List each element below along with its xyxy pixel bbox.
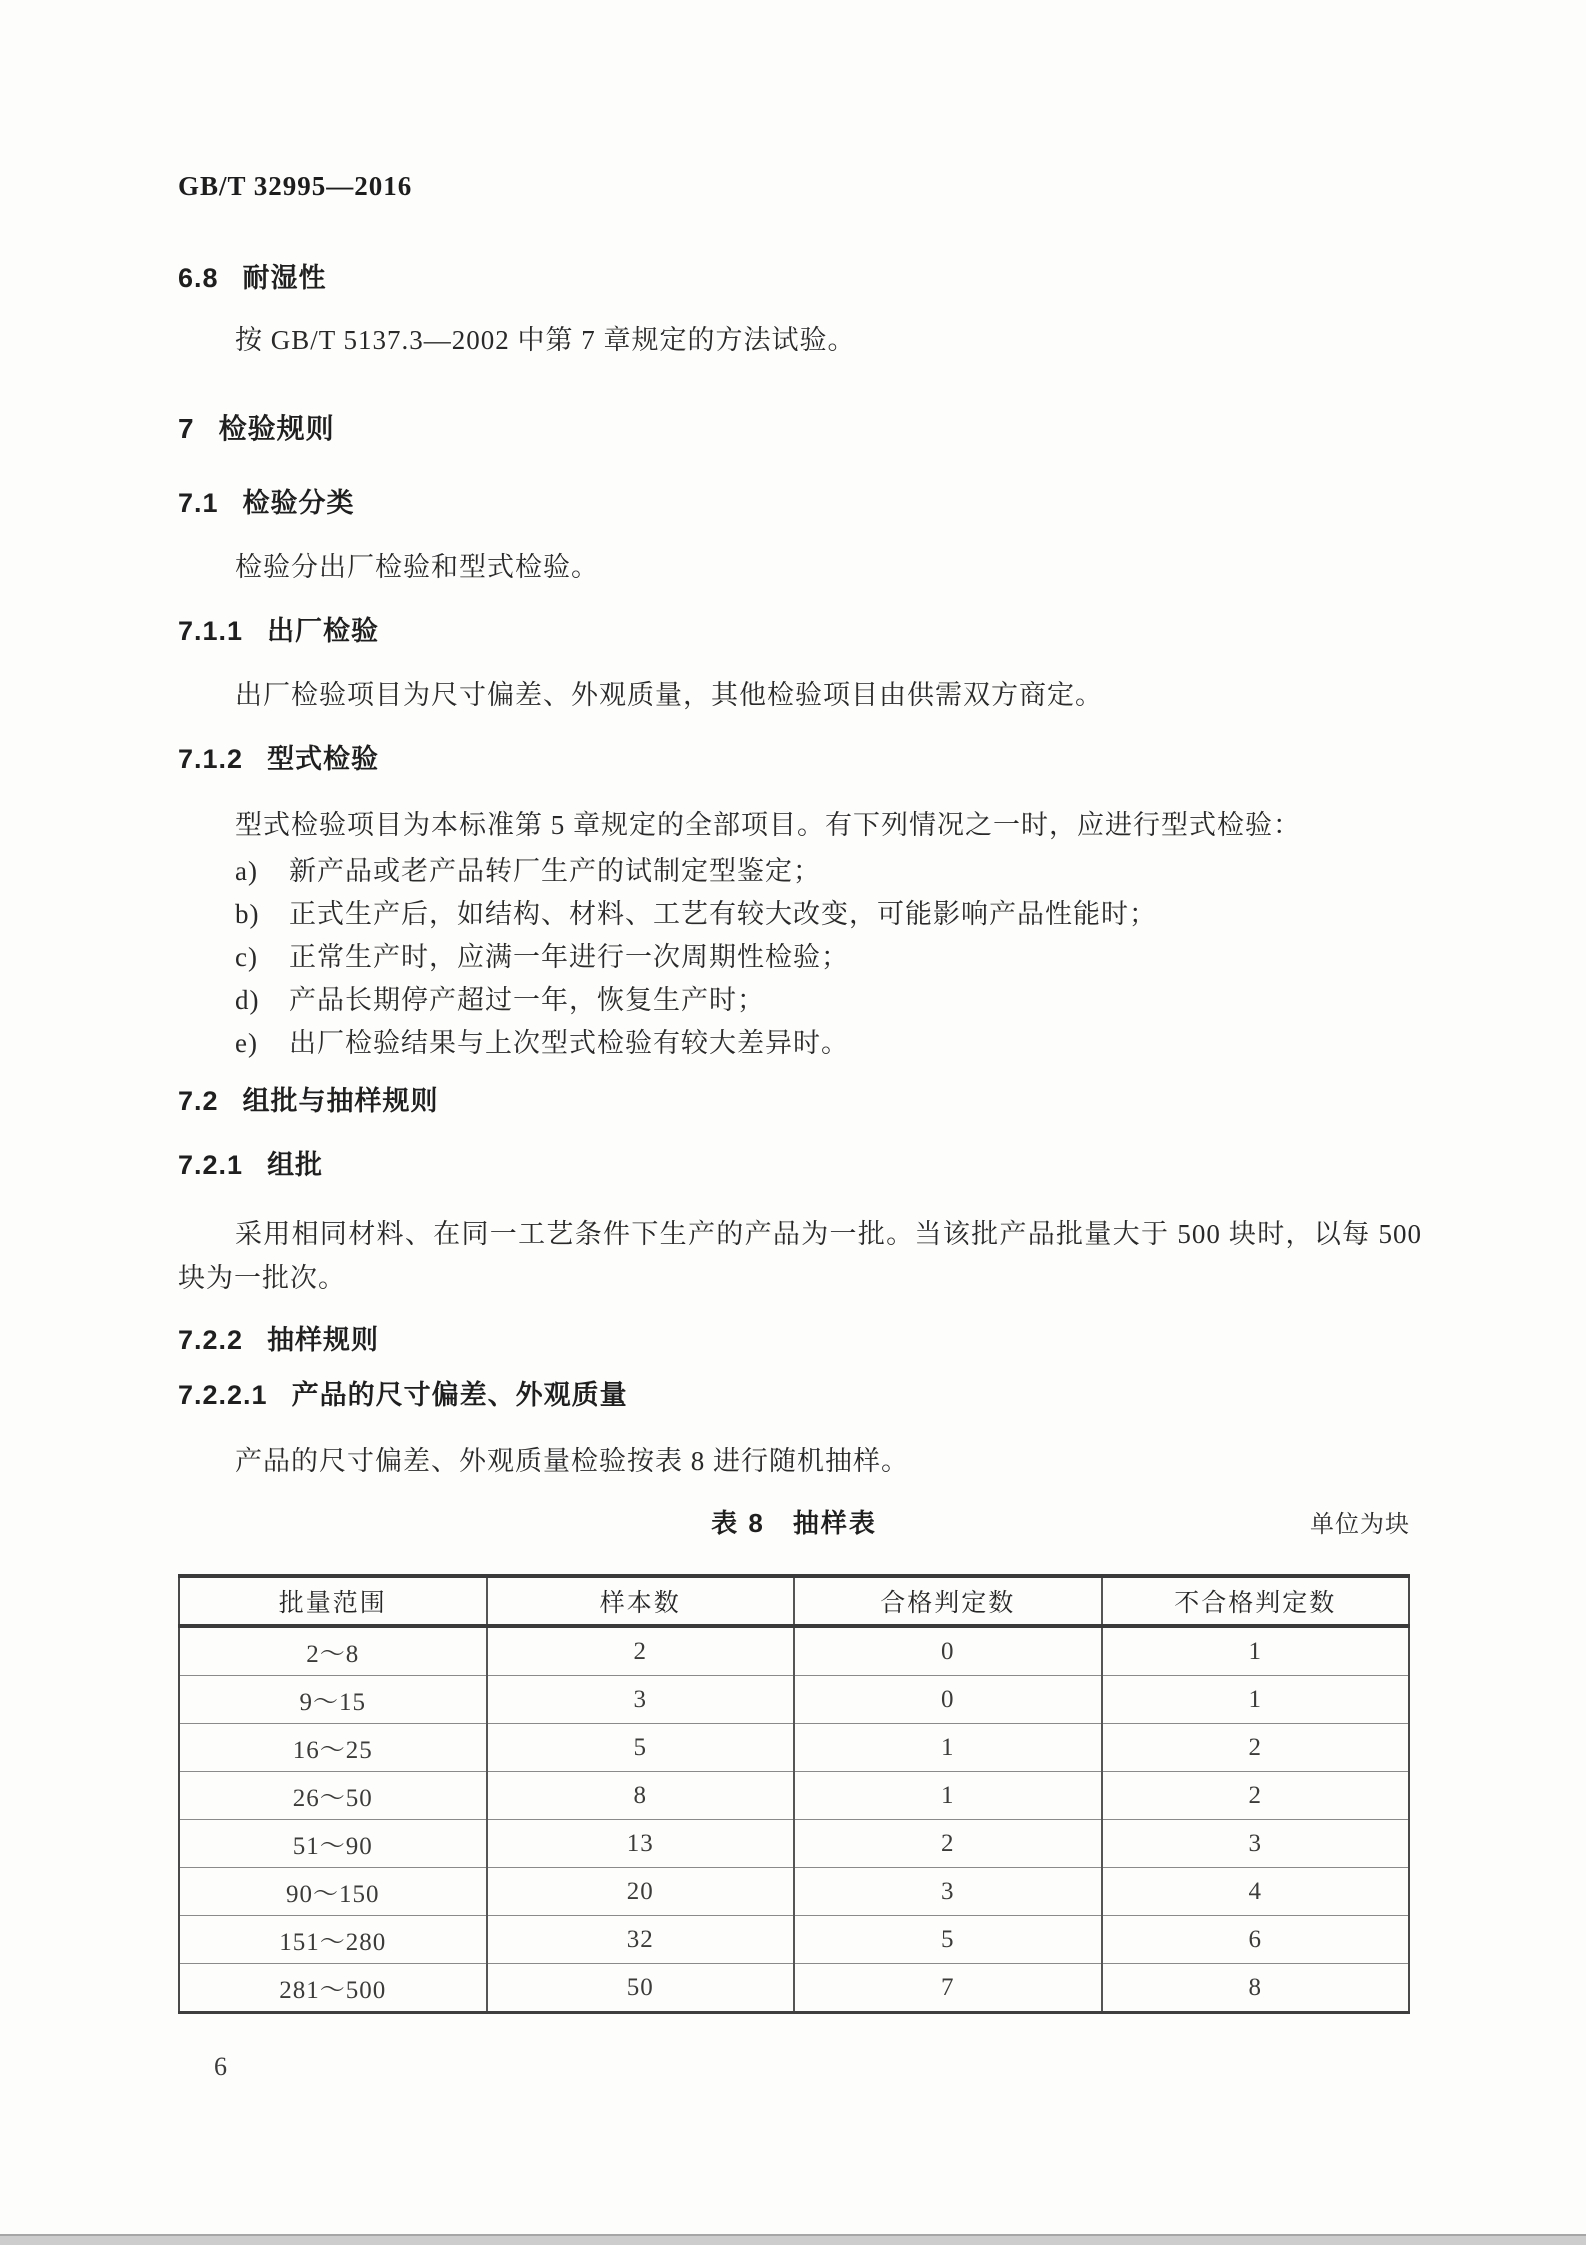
heading-title: 检验规则 [218,413,335,444]
table-cell: 1 [1102,1626,1410,1676]
condition-item [235,987,1157,1030]
table-cell: 16～25 [179,1724,487,1772]
table-cell: 5 [487,1724,795,1772]
paragraph-7-2-2-1: 产品的尺寸偏差、外观质量检验按表 8 进行随机抽样。 [235,1446,909,1476]
table-row [179,1916,1409,1964]
table-cell: 3 [487,1676,795,1724]
table-cell: 50 [487,1964,795,2013]
condition-item [235,901,1157,944]
table-cell: 1 [794,1724,1102,1772]
table-row [179,1772,1409,1820]
heading-title: 耐湿性 [242,263,327,293]
table-caption-row [178,1510,1410,1538]
heading-7-2 [178,1088,439,1115]
table-column-header: 合格判定数 [794,1576,1102,1626]
condition-text: 出厂检验结果与上次型式检验有较大差异时。 [289,1028,849,1058]
sampling-table-header-row [179,1576,1409,1626]
sampling-table-body [179,1626,1409,2013]
table-cell: 4 [1102,1868,1410,1916]
paragraph-6-8: 按 GB/T 5137.3—2002 中第 7 章规定的方法试验。 [235,325,856,355]
table-cell: 281～500 [179,1964,487,2013]
heading-title: 组批与抽样规则 [242,1086,439,1116]
table-cell: 2 [1102,1724,1410,1772]
table-row [179,1964,1409,2013]
condition-text: 产品长期停产超过一年，恢复生产时； [289,985,765,1015]
condition-label: c) [235,942,258,972]
table-cell: 26～50 [179,1772,487,1820]
condition-text: 正常生产时，应满一年进行一次周期性检验； [289,942,849,972]
table-caption: 表 8 抽样表 [711,1508,877,1538]
table-cell: 51～90 [179,1820,487,1868]
paragraph-7-1: 检验分出厂检验和型式检验。 [235,552,599,582]
heading-6-8 [178,265,327,292]
paragraph-7-2-1: 采用相同材料、在同一工艺条件下生产的产品为一批。当该批产品批量大于 500 块时，以每 500 块为一批次。 [178,1219,1422,1293]
table-cell: 7 [794,1964,1102,2013]
table-cell: 3 [1102,1820,1410,1868]
condition-item [235,944,1157,987]
heading-7-2-2-1 [178,1382,628,1409]
paragraph-7-1-1: 出厂检验项目为尺寸偏差、外观质量，其他检验项目由供需双方商定。 [235,680,1103,710]
scan-bottom-edge [0,2234,1586,2245]
table-row [179,1820,1409,1868]
condition-label: e) [235,1028,258,1058]
heading-7 [178,415,335,443]
table-cell: 2 [487,1626,795,1676]
heading-7-1-1 [178,618,379,645]
heading-title: 检验分类 [242,488,355,518]
table-cell: 3 [794,1868,1102,1916]
table-cell: 1 [1102,1676,1410,1724]
table-cell: 9～15 [179,1676,487,1724]
condition-text: 正式生产后，如结构、材料、工艺有较大改变，可能影响产品性能时； [289,899,1157,929]
table-column-header: 样本数 [487,1576,795,1626]
heading-number: 7.1.1 [178,616,244,646]
page-number: 6 [214,2052,227,2081]
table-cell: 90～150 [179,1868,487,1916]
condition-label: d) [235,985,260,1015]
condition-label: a) [235,856,258,886]
table-unit-note: 单位为块 [1310,1512,1410,1538]
heading-number: 7.1 [178,488,219,518]
table-cell: 8 [1102,1964,1410,2013]
table-row [179,1868,1409,1916]
heading-title: 型式检验 [267,744,380,774]
table-cell: 8 [487,1772,795,1820]
heading-title: 组批 [267,1150,324,1180]
condition-item [235,1030,1157,1073]
heading-number: 7 [178,413,195,444]
type-test-condition-list [235,858,1157,1073]
table-cell: 5 [794,1916,1102,1964]
table-cell: 20 [487,1868,795,1916]
heading-7-1-2 [178,746,379,773]
table-column-header: 不合格判定数 [1102,1576,1410,1626]
table-column-header: 批量范围 [179,1576,487,1626]
table-cell: 32 [487,1916,795,1964]
heading-title: 出厂检验 [267,616,380,646]
table-cell: 0 [794,1626,1102,1676]
table-cell: 2 [794,1820,1102,1868]
heading-number: 7.2 [178,1086,219,1116]
table-cell: 13 [487,1820,795,1868]
heading-title: 抽样规则 [267,1325,380,1355]
table-cell: 2 [1102,1772,1410,1820]
heading-7-1 [178,490,355,517]
table-cell: 151～280 [179,1916,487,1964]
table-row [179,1724,1409,1772]
condition-item [235,858,1157,901]
table-cell: 1 [794,1772,1102,1820]
heading-7-2-2 [178,1327,379,1354]
heading-number: 7.2.2.1 [178,1380,268,1410]
standard-number: GB/T 32995—2016 [178,171,413,201]
heading-number: 7.2.2 [178,1325,244,1355]
table-cell: 2～8 [179,1626,487,1676]
table-row [179,1626,1409,1676]
condition-label: b) [235,899,260,929]
heading-7-2-1 [178,1152,323,1179]
condition-text: 新产品或老产品转厂生产的试制定型鉴定； [289,856,821,886]
heading-number: 7.2.1 [178,1150,244,1180]
sampling-table [178,1574,1410,2014]
heading-number: 6.8 [178,263,219,293]
heading-number: 7.1.2 [178,744,244,774]
table-row [179,1676,1409,1724]
heading-title: 产品的尺寸偏差、外观质量 [291,1380,628,1410]
table-cell: 0 [794,1676,1102,1724]
paragraph-7-1-2-intro: 型式检验项目为本标准第 5 章规定的全部项目。有下列情况之一时，应进行型式检验： [235,810,1301,840]
table-cell: 6 [1102,1916,1410,1964]
